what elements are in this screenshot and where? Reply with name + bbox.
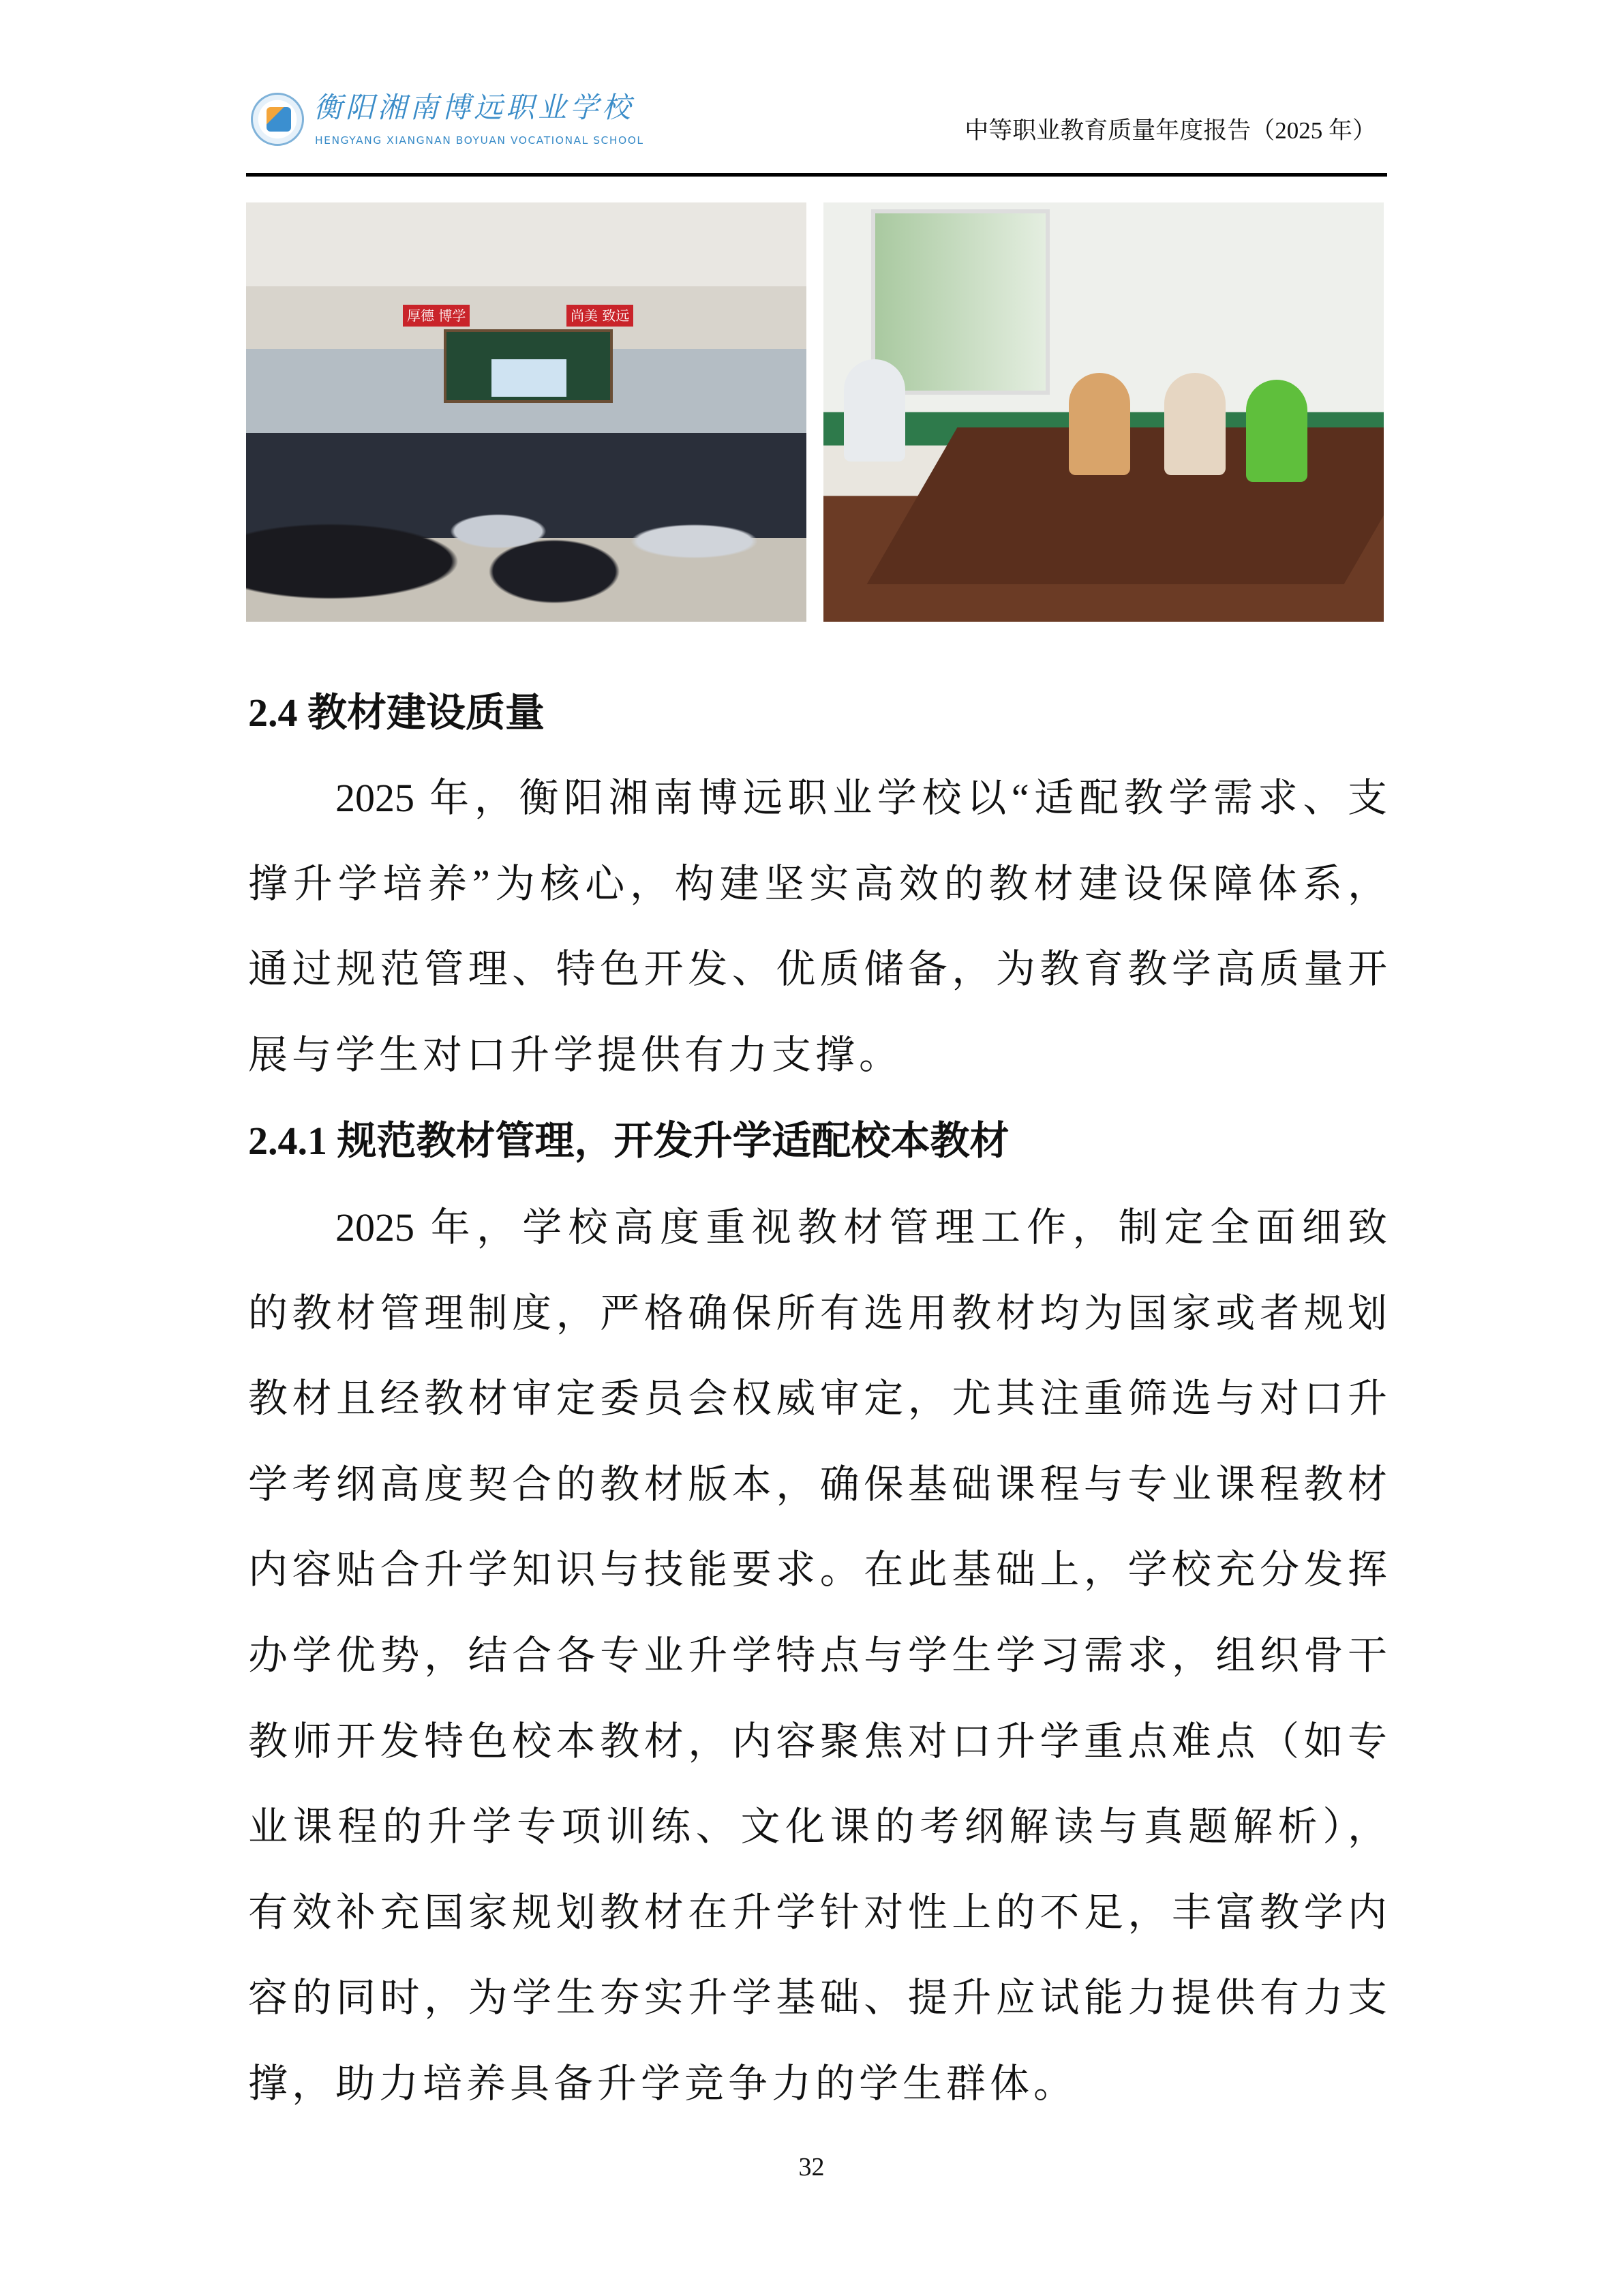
text-line: 教师开发特色校本教材，内容聚焦对口升学重点难点（如专 xyxy=(248,1719,1387,1764)
header-divider xyxy=(246,173,1387,177)
text-line: 教材且经教材审定委员会权威审定，尤其注重筛选与对口升 xyxy=(248,1376,1387,1421)
logo-chinese-name: 衡阳湘南博远职业学校 xyxy=(314,91,635,124)
page-number: 32 xyxy=(798,2153,825,2181)
person xyxy=(844,359,905,462)
text-line: 展与学生对口升学提供有力支撑。 xyxy=(248,1032,903,1077)
subsection-heading: 2.4.1 规范教材管理，开发升学适配校本教材 xyxy=(248,1119,1010,1163)
person xyxy=(1246,380,1307,482)
text-line: 业课程的升学专项训练、文化课的考纲解读与真题解析）， xyxy=(248,1804,1387,1849)
text-line: 2025 年，衡阳湘南博远职业学校以“适配教学需求、支 xyxy=(335,776,1387,820)
section-paragraph xyxy=(248,755,1387,1098)
text-line: 通过规范管理、特色开发、优质储备，为教育教学高质量开 xyxy=(248,947,1387,992)
window xyxy=(871,209,1050,395)
text-line: 内容贴合升学知识与技能要求。在此基础上，学校充分发挥 xyxy=(248,1547,1387,1592)
text-line: 撑，助力培养具备升学竞争力的学生群体。 xyxy=(248,2061,1078,2106)
students xyxy=(246,421,806,622)
meeting-photo xyxy=(823,202,1384,622)
person xyxy=(1164,373,1226,475)
report-title: 中等职业教育质量年度报告（2025 年） xyxy=(965,117,1376,144)
text-line: 撑升学培养”为核心，构建坚实高效的教材建设保障体系， xyxy=(248,861,1387,906)
logo-english-name: HENGYANG XIANGNAN BOYUAN VOCATIONAL SCHOOL xyxy=(315,134,644,147)
projector-screen xyxy=(491,359,566,397)
logo-emblem-icon xyxy=(251,93,304,146)
text-line: 2025 年，学校高度重视教材管理工作，制定全面细致 xyxy=(335,1205,1387,1250)
text-line: 容的同时，为学生夯实升学基础、提升应试能力提供有力支 xyxy=(248,1976,1387,2021)
banner-right: 尚美 致远 xyxy=(566,305,633,327)
person xyxy=(1069,373,1130,475)
text-line: 有效补充国家规划教材在升学针对性上的不足，丰富教学内 xyxy=(248,1890,1387,1935)
text-line: 办学优势，结合各专业升学特点与学生学习需求，组织骨干 xyxy=(248,1633,1387,1678)
section-heading: 2.4 教材建设质量 xyxy=(248,691,545,735)
text-line: 的教材管理制度，严格确保所有选用教材均为国家或者规划 xyxy=(248,1290,1387,1335)
text-line: 学考纲高度契合的教材版本，确保基础课程与专业课程教材 xyxy=(248,1462,1387,1507)
banner-left: 厚德 博学 xyxy=(403,305,470,327)
classroom-photo xyxy=(246,202,806,622)
school-logo xyxy=(251,90,644,153)
subsection-paragraph xyxy=(248,1185,1387,2127)
